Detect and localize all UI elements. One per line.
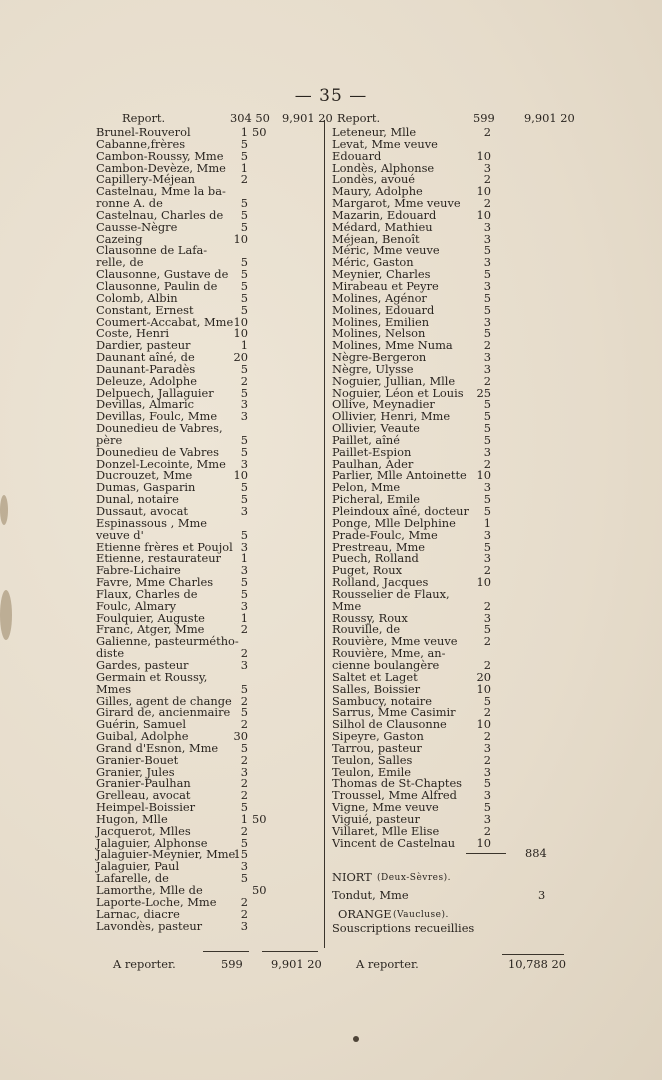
- subscriber-amount: 2: [483, 823, 491, 838]
- subscriber-cents: 50: [252, 811, 267, 826]
- subscriber-name: Jalaguier-Meynier, Mme: [96, 847, 236, 862]
- subscriber-amount: 5: [483, 409, 491, 424]
- subscriber-amount: 5: [240, 835, 248, 850]
- subscriber-name: Silhol de Clausonne: [332, 717, 447, 732]
- niort-label: NIORT: [332, 870, 372, 885]
- left-carry-total: 9,901 20: [271, 957, 322, 971]
- left-report-label: Report.: [122, 111, 166, 125]
- subscriber-name: Etienne, restaurateur: [96, 551, 222, 566]
- subscriber-amount: 2: [240, 906, 248, 921]
- subscriber-amount: 2: [483, 456, 491, 471]
- subscriber-name: Colomb, Albin: [96, 290, 178, 305]
- list-item: [96, 636, 332, 648]
- subscriber-cents: 50: [252, 125, 267, 139]
- subscriber-name: Granier-Paulhan: [96, 776, 191, 791]
- subscriber-amount: 5: [240, 385, 248, 400]
- subscriber-name: Rouvière, Mme, an-: [332, 646, 446, 661]
- page-number: — 35 —: [294, 86, 368, 106]
- subscriber-amount: 10: [476, 184, 491, 199]
- subscriber-name: Noguier, Jullian, Mlle: [332, 373, 456, 388]
- subscriber-amount: 10: [233, 314, 248, 329]
- list-item: [96, 918, 332, 933]
- subtotal-line: [332, 846, 572, 864]
- subscriber-name: Puech, Rolland: [332, 551, 419, 566]
- subscriber-name: Clausonne de Lafa-: [96, 243, 208, 258]
- subscriber-amount: 10: [476, 148, 491, 163]
- subscriber-name: Daunant aîné, de: [96, 350, 195, 365]
- subscriber-amount: 5: [240, 302, 248, 317]
- subscriber-amount: 25: [476, 385, 491, 400]
- subscriber-amount: 5: [483, 776, 491, 791]
- subscriber-amount: 5: [483, 243, 491, 258]
- tondut-name: Tondut, Mme: [332, 888, 409, 903]
- subscriber-amount: 3: [483, 444, 491, 459]
- subscriber-cents: 50: [252, 883, 267, 897]
- subscriber-amount: 1: [240, 551, 248, 566]
- subscriber-amount: 10: [476, 717, 491, 732]
- subscriber-name: Edouard: [332, 148, 382, 163]
- subscriber-amount: 2: [240, 693, 248, 708]
- right-carry-label: A reporter.: [356, 957, 419, 971]
- subscriber-amount: 5: [240, 278, 248, 293]
- subscriber-name: Sarrus, Mme Casimir: [332, 705, 456, 720]
- subscriber-amount: 3: [240, 859, 248, 874]
- subscriber-amount: 2: [240, 752, 248, 767]
- subscriber-name: Galienne, pasteurmétho-: [96, 634, 239, 649]
- tondut-amount: 3: [538, 888, 546, 903]
- subscriber-name: Franc, Atger, Mme: [96, 622, 205, 637]
- subscriber-name: Paillet-Espion: [332, 444, 412, 459]
- subscriber-name: Germain et Roussy,: [96, 669, 208, 684]
- subscriber-amount: 5: [483, 693, 491, 708]
- subscriber-name: Villaret, Mlle Elise: [332, 823, 440, 838]
- subscriber-amount: 2: [483, 196, 491, 211]
- subscriber-amount: 3: [240, 504, 248, 518]
- subscriber-amount: 1: [240, 338, 248, 353]
- subscriber-amount: 5: [483, 622, 491, 637]
- subscriber-amount: 10: [233, 468, 248, 483]
- subscriber-amount: 3: [483, 610, 491, 625]
- subscriber-name: Paillet, aîné: [332, 432, 400, 447]
- souscriptions-label: Souscriptions recueillies: [332, 921, 475, 936]
- subscriber-name: Teulon, Salles: [332, 752, 413, 767]
- subscriber-name: Noguier, Léon et Louis: [332, 385, 464, 400]
- subscriber-name: Coste, Henri: [96, 326, 170, 341]
- left-carry-amount: 599: [221, 957, 243, 971]
- subscriber-name: Rousselier de Flaux,: [332, 586, 450, 601]
- subscriber-name: Sambucy, notaire: [332, 693, 432, 708]
- subscriber-amount: 3: [483, 255, 491, 270]
- subscriber-name: Mmes: [96, 681, 132, 696]
- subscriber-name: Dardier, pasteur: [96, 338, 191, 353]
- subscriber-amount: 1: [483, 515, 491, 530]
- subscriber-amount: 2: [483, 634, 491, 649]
- subscriber-amount: 3: [483, 314, 491, 329]
- subscriber-name: Viguié, pasteur: [332, 811, 420, 826]
- subscriber-name: cienne boulangère: [332, 657, 440, 672]
- subscriber-name: Levat, Mme veuve: [332, 136, 438, 151]
- subscriber-name: Jalaguier, Paul: [96, 859, 180, 874]
- subscriber-amount: 5: [240, 219, 248, 234]
- subscriber-amount: 2: [483, 338, 491, 353]
- subscriber-name: diste: [96, 646, 125, 661]
- subscriber-name: Laporte-Loche, Mme: [96, 894, 217, 909]
- subscriber-name: Pelon, Mme: [332, 480, 401, 495]
- subscriber-amount: 30: [233, 729, 248, 744]
- subscriber-amount: 3: [483, 764, 491, 779]
- subscriber-name: Molines, Nelson: [332, 326, 426, 341]
- list-item: [96, 669, 332, 684]
- subscriber-name: Margarot, Mme veuve: [332, 196, 461, 211]
- subscriber-name: Clausonne, Paulin de: [96, 278, 218, 293]
- subscriber-name: Espinassous , Mme: [96, 515, 208, 530]
- subscriber-name: Salles, Boissier: [332, 681, 421, 696]
- subscriber-amount: 3: [483, 160, 491, 175]
- subscriber-name: Lamorthe, Mlle de: [96, 883, 203, 897]
- subscriber-name: Nègre, Ulysse: [332, 361, 414, 376]
- subscriber-name: Hugon, Mlle: [96, 811, 168, 826]
- subscriber-amount: 10: [476, 575, 491, 590]
- subscriber-amount: 5: [240, 267, 248, 282]
- subscriber-amount: 10: [476, 468, 491, 483]
- subscriber-amount: 5: [240, 255, 248, 270]
- subscriber-name: Ducrouzet, Mme: [96, 468, 193, 483]
- subscriber-amount: 3: [240, 918, 248, 933]
- subscriber-name: Flaux, Charles de: [96, 586, 198, 601]
- subscriber-amount: 1: [240, 811, 248, 826]
- right-carry-total: 10,788 20: [508, 957, 566, 971]
- subscriber-amount: 5: [483, 432, 491, 447]
- subscriber-name: Grand d'Esnon, Mme: [96, 740, 219, 755]
- subscriber-amount: 1: [240, 125, 248, 139]
- subscriber-name: Devillas, Almaric: [96, 397, 195, 412]
- subscriber-name: Causse-Nègre: [96, 219, 178, 234]
- subscriber-name: Cabanne,frères: [96, 136, 186, 151]
- subscriber-name: ronne A. de: [96, 196, 163, 211]
- niort-region: (Deux-Sèvres).: [377, 873, 452, 884]
- subscriber-amount: 3: [240, 397, 248, 412]
- subscriber-name: Lafarelle, de: [96, 871, 169, 886]
- subscriber-name: Ollivier, Veaute: [332, 421, 420, 436]
- subscriber-name: Devillas, Foulc, Mme: [96, 409, 218, 424]
- orange-region: (Vaucluse).: [393, 910, 449, 921]
- subscriber-name: Gilles, agent de change: [96, 693, 232, 708]
- subscriber-name: Maury, Adolphe: [332, 184, 423, 199]
- subscriber-name: Granier, Jules: [96, 764, 175, 779]
- subscriber-amount: 2: [240, 823, 248, 838]
- subscriber-amount: 3: [483, 527, 491, 542]
- subscriber-amount: 3: [240, 657, 248, 672]
- subscriber-amount: 5: [240, 432, 248, 447]
- subscriber-amount: 5: [483, 290, 491, 305]
- right-report-total: 9,901 20: [524, 111, 575, 125]
- subscriber-name: Rolland, Jacques: [332, 575, 429, 590]
- right-column: [332, 111, 575, 937]
- subscriber-name: Molines, Emilien: [332, 314, 430, 329]
- subscriber-name: Thomas de St-Chaptes: [332, 776, 463, 791]
- subscriber-amount: 3: [483, 231, 491, 246]
- subscriber-name: Picheral, Emile: [332, 492, 421, 507]
- subscriber-name: Guérin, Samuel: [96, 717, 186, 732]
- subscriber-name: Nègre-Bergeron: [332, 350, 427, 365]
- subscriber-amount: 2: [240, 646, 248, 661]
- subscriber-amount: 15: [233, 847, 248, 862]
- subscriber-name: Molines, Agénor: [332, 290, 427, 305]
- paper-stain: [0, 495, 8, 525]
- subscriber-name: Tarrou, pasteur: [332, 740, 422, 755]
- subscriber-amount: 2: [483, 172, 491, 187]
- subscriber-amount: 3: [240, 563, 248, 578]
- subscriber-amount: 2: [483, 373, 491, 388]
- subscriber-amount: 5: [240, 480, 248, 495]
- subscriber-amount: 5: [240, 800, 248, 815]
- subscriber-name: Médard, Mathieu: [332, 219, 433, 234]
- subscriber-amount: 20: [476, 669, 491, 684]
- subscriber-name: Molines, Edouard: [332, 302, 435, 317]
- subscriber-amount: 2: [483, 563, 491, 578]
- subscriber-name: Roussy, Roux: [332, 610, 408, 625]
- subscriber-amount: 5: [483, 800, 491, 815]
- subscriber-amount: 2: [240, 788, 248, 803]
- subscriber-amount: 3: [483, 811, 491, 826]
- subscriber-amount: 3: [240, 539, 248, 554]
- subscriber-name: Cambon-Devèze, Mme: [96, 160, 226, 175]
- subscriber-amount: 10: [476, 681, 491, 696]
- subscriber-name: Cazeing: [96, 231, 143, 246]
- subscriber-amount: 5: [240, 705, 248, 720]
- subscriber-name: Daunant-Paradès: [96, 361, 196, 376]
- subscriber-amount: 10: [233, 326, 248, 341]
- subscriber-name: père: [96, 432, 123, 447]
- subscriber-amount: 5: [483, 267, 491, 282]
- right-subtotal: 884: [525, 846, 547, 861]
- right-carry-rule: [502, 954, 564, 955]
- subscriber-amount: 2: [240, 622, 248, 637]
- subscriber-name: Donzel-Lecointe, Mme: [96, 456, 226, 471]
- subscriber-name: Castelnau, Mme la ba-: [96, 184, 226, 199]
- subscriber-amount: 5: [240, 361, 248, 376]
- subscriber-name: Rouville, de: [332, 622, 401, 637]
- subscriber-name: Brunel-Rouverol: [96, 125, 191, 139]
- subscriber-name: Dussaut, avocat: [96, 504, 188, 518]
- subscriber-amount: 5: [240, 586, 248, 601]
- subscriber-name: Teulon, Emile: [332, 764, 412, 779]
- subscriber-amount: 5: [240, 290, 248, 305]
- right-subscriber-list: [332, 127, 572, 849]
- subscriber-name: Delpuech, Jallaguier: [96, 385, 214, 400]
- subscriber-amount: 5: [240, 136, 248, 151]
- subscriber-name: Favre, Mme Charles: [96, 575, 214, 590]
- subscriber-amount: 5: [240, 527, 248, 542]
- paper-stain: [0, 590, 12, 640]
- subscriber-name: Mirabeau et Peyre: [332, 278, 439, 293]
- subscriber-name: Castelnau, Charles de: [96, 207, 224, 222]
- subscriber-amount: 5: [483, 302, 491, 317]
- subscriber-amount: 3: [483, 480, 491, 495]
- subscriber-amount: 2: [483, 752, 491, 767]
- subscriber-amount: 3: [240, 409, 248, 424]
- subscriber-amount: 2: [240, 717, 248, 732]
- subscriber-name: Guibal, Adolphe: [96, 729, 189, 744]
- subscriber-amount: 1: [240, 160, 248, 175]
- subscriber-name: Constant, Ernest: [96, 302, 194, 317]
- subscriber-amount: 5: [483, 492, 491, 507]
- subscriber-name: Londès, Alphonse: [332, 160, 435, 175]
- subscriber-name: Dunal, notaire: [96, 492, 179, 507]
- souscriptions-line: [332, 923, 572, 937]
- subscriber-amount: 5: [240, 740, 248, 755]
- subscriber-amount: 3: [483, 350, 491, 365]
- subscriber-amount: 3: [240, 456, 248, 471]
- subscriber-amount: 3: [483, 278, 491, 293]
- subscriber-amount: 2: [483, 657, 491, 672]
- subscriber-amount: 2: [240, 373, 248, 388]
- subscriber-amount: 5: [483, 421, 491, 436]
- subscriber-name: Clausonne, Gustave de: [96, 267, 229, 282]
- subscriber-amount: 1: [240, 610, 248, 625]
- subscriber-name: Ponge, Mlle Delphine: [332, 515, 456, 530]
- subscriber-amount: 10: [476, 835, 491, 850]
- tondut-line: [332, 890, 572, 904]
- subscriber-name: Saltet et Laget: [332, 669, 418, 684]
- subscriber-name: Deleuze, Adolphe: [96, 373, 197, 388]
- subscriber-amount: 3: [483, 740, 491, 755]
- subscriber-name: Rouvière, Mme veuve: [332, 634, 458, 649]
- subscriber-name: Vigne, Mme veuve: [332, 800, 439, 815]
- subscriber-name: Dumas, Gasparin: [96, 480, 196, 495]
- subscriber-name: Etienne frères et Poujol: [96, 539, 233, 554]
- subscriber-name: Parlier, Mlle Antoinette: [332, 468, 467, 483]
- subscriber-name: Heimpel-Boissier: [96, 800, 196, 815]
- subscriber-name: Sipeyre, Gaston: [332, 729, 424, 744]
- left-carry-label: A reporter.: [113, 957, 176, 971]
- subscriber-amount: 5: [483, 397, 491, 412]
- subscriber-name: Pleindoux aîné, docteur: [332, 504, 469, 518]
- list-item: [332, 586, 572, 601]
- subscriber-amount: 5: [483, 504, 491, 518]
- subscriber-amount: 3: [240, 598, 248, 613]
- subscriber-name: Molines, Mme Numa: [332, 338, 453, 353]
- subscriber-amount: 20: [233, 350, 248, 365]
- subscriber-name: Gardes, pasteur: [96, 657, 189, 672]
- right-report-label: Report.: [337, 111, 381, 125]
- right-report-amount: 599: [473, 111, 495, 125]
- subscriber-name: Fabre-Lichaire: [96, 563, 181, 578]
- subscriber-name: Méric, Gaston: [332, 255, 414, 270]
- niort-heading: [332, 872, 572, 886]
- subscriber-name: Ollive, Meynadier: [332, 397, 435, 412]
- subscriber-amount: 5: [240, 492, 248, 507]
- subscriber-name: Cambon-Roussy, Mme: [96, 148, 224, 163]
- subscriber-name: Méjean, Benoît: [332, 231, 420, 246]
- subscriber-name: Meynier, Charles: [332, 267, 431, 282]
- subscriber-name: Puget, Roux: [332, 563, 403, 578]
- subscriber-name: Prestreau, Mme: [332, 539, 426, 554]
- subscriber-name: Prade-Foulc, Mme: [332, 527, 438, 542]
- subscriber-amount: 5: [483, 326, 491, 341]
- subscriber-amount: 10: [476, 207, 491, 222]
- left-carry-rule-b: [262, 951, 318, 952]
- left-column: [96, 113, 332, 932]
- subscriber-amount: 5: [240, 575, 248, 590]
- subscriber-amount: 2: [483, 598, 491, 613]
- subscriber-name: Jalaguier, Alphonse: [96, 835, 208, 850]
- subscriber-name: Ollivier, Henri, Mme: [332, 409, 451, 424]
- subscriber-name: Foulquier, Auguste: [96, 610, 205, 625]
- left-report-amount: 304 50: [230, 111, 270, 125]
- subscriber-amount: 2: [240, 172, 248, 187]
- subscriber-name: Coumert-Accabat, Mme: [96, 314, 234, 329]
- subscriber-amount: 3: [483, 219, 491, 234]
- subscriber-name: Dounedieu de Vabres: [96, 444, 219, 459]
- subscriber-name: Lavondès, pasteur: [96, 918, 203, 933]
- ink-dot: [353, 1036, 359, 1042]
- subscriber-name: Méric, Mme veuve: [332, 243, 440, 258]
- subscriber-amount: 2: [483, 125, 491, 139]
- subscriber-name: Vincent de Castelnau: [332, 835, 456, 850]
- subscriber-amount: 5: [240, 681, 248, 696]
- subscriber-name: Londès, avoué: [332, 172, 416, 187]
- subscriber-name: relle, de: [96, 255, 144, 270]
- subscriber-name: Larnac, diacre: [96, 906, 180, 921]
- subscriber-amount: 10: [233, 231, 248, 246]
- orange-label: ORANGE: [338, 907, 392, 922]
- subscriber-name: Capillery-Méjean: [96, 172, 196, 187]
- subscriber-amount: 3: [483, 551, 491, 566]
- subscriber-amount: 5: [240, 196, 248, 211]
- subscriber-amount: 5: [240, 871, 248, 886]
- subscriber-amount: 2: [240, 776, 248, 791]
- left-carry-rule-a: [203, 951, 249, 952]
- subscriber-name: Foulc, Almary: [96, 598, 177, 613]
- subscriber-name: Paulhan, Ader: [332, 456, 414, 471]
- subscriber-name: Troussel, Mme Alfred: [332, 788, 457, 803]
- subscriber-name: veuve d': [96, 527, 144, 542]
- subscriber-name: Jacquerot, Mlles: [96, 823, 191, 838]
- subscriber-name: Dounedieu de Vabres,: [96, 421, 223, 436]
- subscriber-amount: 3: [483, 788, 491, 803]
- subscriber-amount: 5: [240, 148, 248, 163]
- left-subscriber-list: [96, 127, 332, 932]
- subscriber-amount: 2: [240, 894, 248, 909]
- subscriber-amount: 5: [240, 207, 248, 222]
- subscriber-name: Mme: [332, 598, 362, 613]
- left-report-total: 9,901 20: [282, 111, 333, 125]
- subscriber-amount: 5: [483, 539, 491, 554]
- subscriber-amount: 3: [240, 764, 248, 779]
- subscriber-name: Leteneur, Mlle: [332, 125, 417, 139]
- subscriber-name: Mazarin, Edouard: [332, 207, 437, 222]
- list-item: [96, 423, 332, 435]
- subscriber-amount: 3: [483, 361, 491, 376]
- subscriber-amount: 5: [240, 444, 248, 459]
- subscriber-amount: 2: [483, 705, 491, 720]
- subscriber-name: Grelleau, avocat: [96, 788, 191, 803]
- subscriber-name: Granier-Bouet: [96, 752, 179, 767]
- subscriber-amount: 2: [483, 729, 491, 744]
- subscriber-name: Girard de, ancienmaire: [96, 705, 231, 720]
